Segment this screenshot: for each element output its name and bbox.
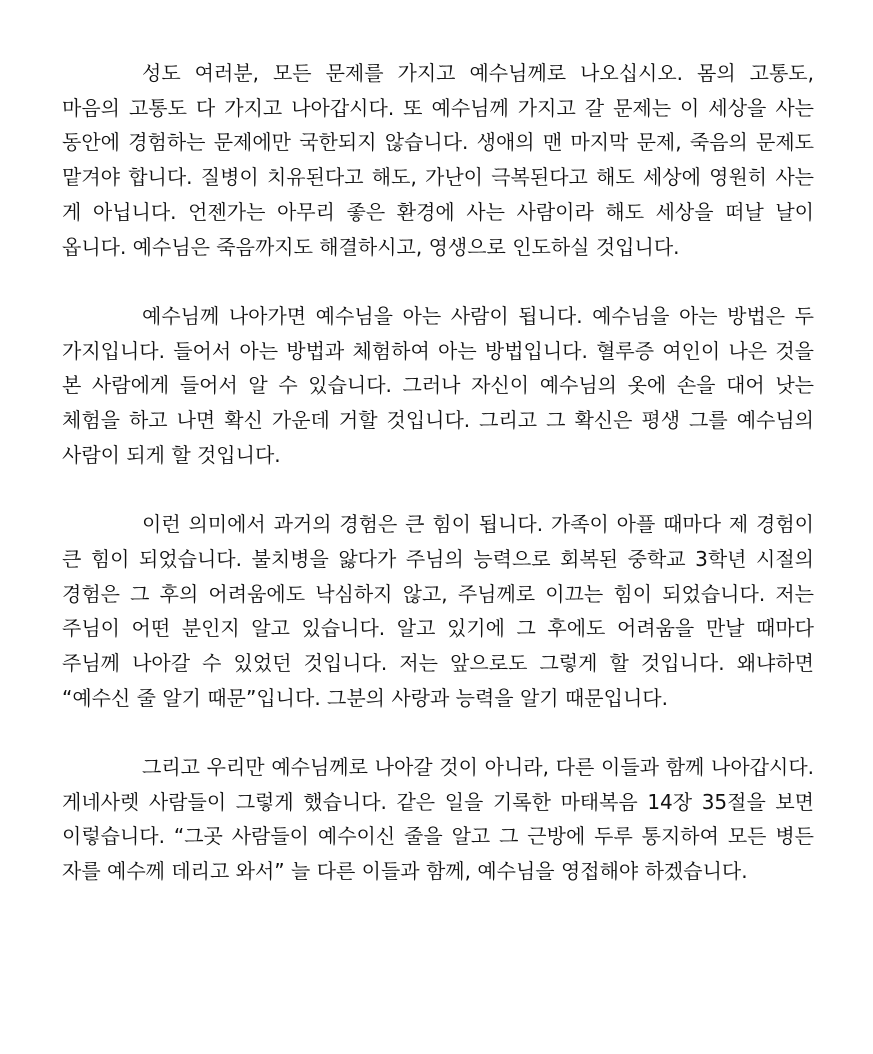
document-page: [62, 56, 814, 889]
paragraph-2: 예수님께 나아가면 예수님을 아는 사람이 됩니다. 예수님을 아는 방법은 두 가지입니다. 들어서 아는 방법과 체험하여 아는 방법입니다. 혈루증 여인이 나은 것을 본 사람에게 들어서 알 수 있습니다. 그러나 자신이 예수님의 옷에 손을 대어 낫는 체험을 하고 나면 확신 가운데 거할 것입니다. 그리고 그 확신은 평생 그를 예수님의 사람이 되게 할 것입니다.: [62, 303, 814, 467]
paragraph-1: 성도 여러분, 모든 문제를 가지고 예수님께로 나오십시오. 몸의 고통도, 마음의 고통도 다 가지고 나아갑시다. 또 예수님께 가지고 갈 문제는 이 세상을 사는 동안에 경험하는 문제에만 국한되지 않습니다. 생애의 맨 마지막 문제, 죽음의 문제도 맡겨야 합니다. 질병이 치유된다고 해도, 가난이 극복된다고 해도 세상에 영원히 사는 게 아닙니다. 언젠가는 아무리 좋은 환경에 사는 사람이라 해도 세상을 떠날 날이 옵니다. 예수님은 죽음까지도 해결하시고, 영생으로 인도하실 것입니다.: [62, 61, 814, 259]
paragraph-4: 그리고 우리만 예수님께로 나아갈 것이 아니라, 다른 이들과 함께 나아갑시다. 게네사렛 사람들이 그렇게 했습니다. 같은 일을 기록한 마태복음 14장 35절을 보면 이렇습니다. “그곳 사람들이 예수이신 줄을 알고 그 근방에 두루 통지하여 모든 병든 자를 예수께 데리고 와서” 늘 다른 이들과 함께, 예수님을 영접해야 하겠습니다.: [62, 755, 814, 884]
paragraph-3: 이런 의미에서 과거의 경험은 큰 힘이 됩니다. 가족이 아플 때마다 제 경험이 큰 힘이 되었습니다. 불치병을 앓다가 주님의 능력으로 회복된 중학교 3학년 시절의 경험은 그 후의 어려움에도 낙심하지 않고, 주님께로 이끄는 힘이 되었습니다. 저는 주님이 어떤 분인지 알고 있습니다. 알고 있기에 그 후에도 어려움을 만날 때마다 주님께 나아갈 수 있었던 것입니다. 저는 앞으로도 그렇게 할 것입니다. 왜냐하면 “예수신 줄 알기 때문”입니다. 그분의 사랑과 능력을 알기 때문입니다.: [62, 512, 814, 710]
